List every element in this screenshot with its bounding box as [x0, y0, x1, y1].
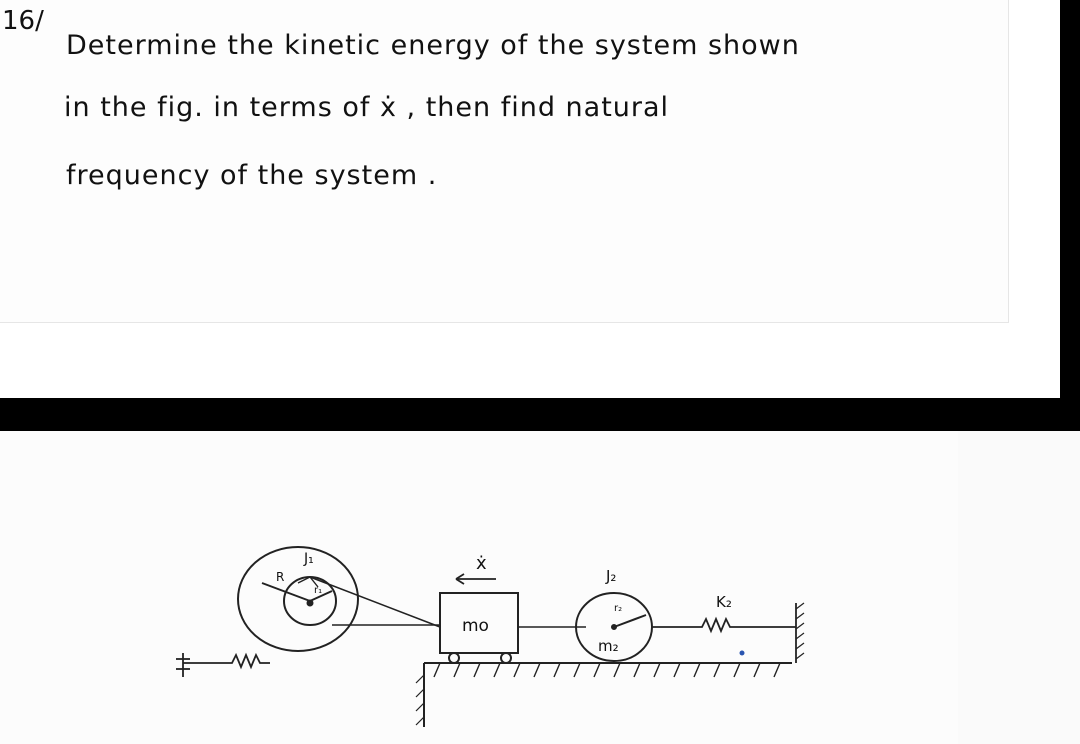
label-r2: r₂: [614, 603, 623, 614]
label-r1: r₁: [314, 585, 323, 596]
problem-number: 16/: [2, 6, 44, 36]
label-mo: mo: [462, 616, 489, 636]
mechanism-diagram: [0, 431, 1080, 744]
ground: [416, 663, 792, 727]
label-J2: J₂: [606, 567, 617, 585]
label-m2: m₂: [598, 637, 619, 655]
pulley-j1: [238, 547, 358, 651]
label-x-dot: ẋ: [476, 553, 487, 574]
problem-text-line-1: Determine the kinetic energy of the system shown: [66, 30, 800, 61]
rope: [310, 577, 586, 627]
label-k2: K₂: [716, 593, 732, 611]
label-J1: J₁: [304, 551, 314, 567]
ink-dot: [740, 651, 745, 656]
problem-text-line-2: in the fig. in terms of ẋ , then find natural: [64, 92, 670, 123]
figure-panel: [0, 431, 1080, 744]
label-R: R: [276, 570, 285, 584]
problem-text-line-3: frequency of the system .: [66, 160, 438, 191]
right-wall: [796, 603, 804, 663]
black-border-right: [1060, 0, 1080, 398]
black-divider-band: [0, 398, 1080, 431]
paper-sheet: [0, 0, 1009, 323]
right-spring: [652, 619, 796, 631]
left-wall: [176, 653, 190, 677]
velocity-arrow: [456, 574, 496, 584]
left-spring: [183, 655, 270, 667]
